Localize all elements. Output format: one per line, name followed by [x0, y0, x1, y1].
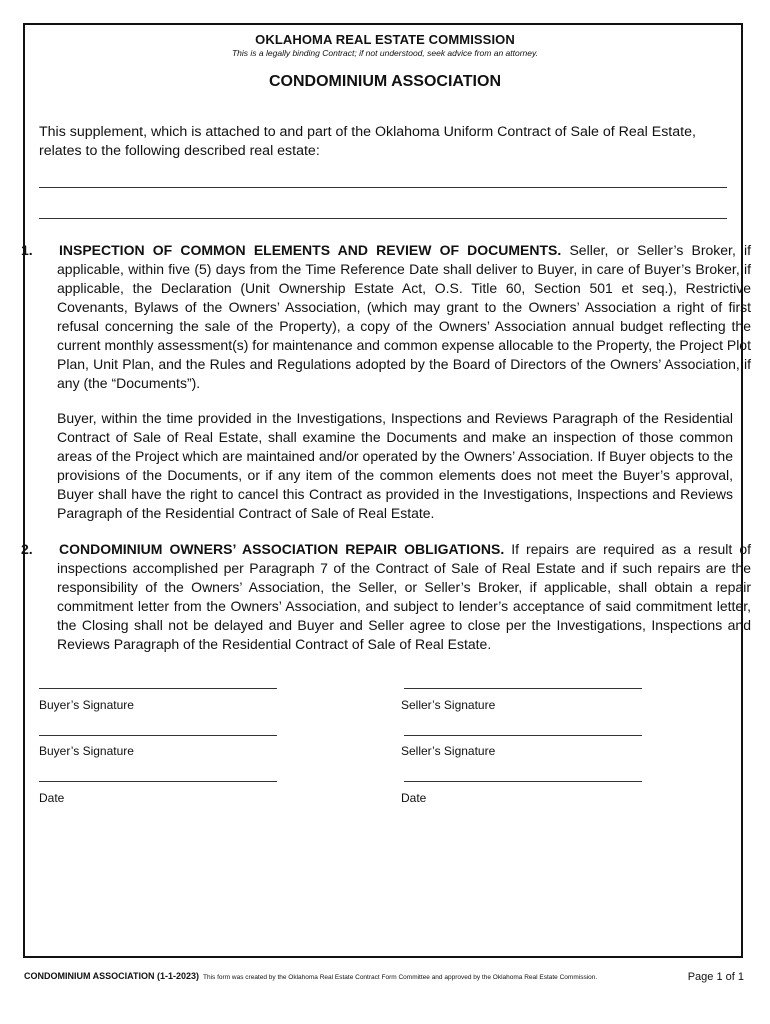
page-number: Page 1 of 1	[687, 971, 744, 983]
page-footer	[24, 971, 744, 981]
property-description-line-1[interactable]	[39, 187, 727, 188]
intro-paragraph: This supplement, which is attached to and part of the Oklahoma Uniform Contract of Sale of Real Estate, relates to the following described real estate:	[39, 124, 696, 159]
section-1-paragraph-2: Buyer, within the time provided in the Investigations, Inspections and Reviews Paragraph of the Residential Contract of Sale of Real Estate, shall examine the Documents and make an inspection of those common areas of the Project which are maintained and/or operated by the Owners’ Association. If Buyer objects to the provisions of the Documents, or if any item of the common elements does not meet the Buyer’s approval, Buyer shall have the right to cancel this Contract as provided in the Investigations, Inspections and Reviews Paragraph of the Residential Contract of Sale of Real Estate.	[57, 410, 733, 521]
footer-form-name: CONDOMINIUM ASSOCIATION (1-1-2023)	[24, 971, 200, 981]
section-1	[21, 241, 751, 393]
buyer-signature-label-2: Buyer’s Signature	[39, 744, 134, 758]
buyer-signature-label-1: Buyer’s Signature	[39, 698, 134, 712]
seller-signature-label-1: Seller’s Signature	[401, 698, 496, 712]
date-line-right[interactable]	[404, 781, 642, 782]
buyer-signature-line-2[interactable]	[39, 735, 277, 736]
section-2-body: If repairs are required as a result of inspections accomplished per Paragraph 7 of the Contract of Sale of Real Estate and if such repairs are the responsibility of the Owners’ Association, the Seller, or Seller’s Broker, if applicable, shall obtain a repair commitment letter from the Owners’ Association, and subject to lender’s acceptance of said commitment letter, the Closing shall not be delayed and Buyer and Seller agree to close per the Investigations, Inspections and Reviews Paragraph of the Residential Contract of Sale of Real Estate.	[57, 541, 751, 652]
section-1-heading: INSPECTION OF COMMON ELEMENTS AND REVIEW OF DOCUMENTS.	[59, 242, 562, 258]
date-line-left[interactable]	[39, 781, 277, 782]
property-description-line-2[interactable]	[39, 218, 727, 219]
section-2	[21, 540, 751, 654]
legal-notice: This is a legally binding Contract; if not understood, seek advice from an attorney.	[231, 48, 538, 58]
document-title: CONDOMINIUM ASSOCIATION	[269, 73, 501, 90]
date-label-right: Date	[401, 791, 427, 805]
date-label-left: Date	[39, 791, 65, 805]
section-2-heading: CONDOMINIUM OWNERS’ ASSOCIATION REPAIR OBLIGATIONS.	[59, 541, 505, 557]
section-2-number: 2.	[21, 541, 33, 557]
section-1-number: 1.	[21, 242, 33, 258]
footer-credit: This form was created by the Oklahoma Real Estate Contract Form Committee and approved by the Oklahoma Real Estate Commission.	[203, 974, 598, 981]
seller-signature-label-2: Seller’s Signature	[401, 744, 496, 758]
buyer-signature-line-1[interactable]	[39, 688, 277, 689]
seller-signature-line-1[interactable]	[404, 688, 642, 689]
section-1-body: Seller, or Seller’s Broker, if applicable, within five (5) days from the Time Reference Date shall deliver to Buyer, in care of Buyer’s Broker, if applicable, the Declaration (Unit Ownership Estate Act, O.S. Title 60, Section 501 et seq.), Restrictive Covenants, Bylaws of the Owners’ Association, (which may grant to the Owners’ Association a right of first refusal concerning the sale of the Property), a copy of the Owners’ Association annual budget reflecting the current monthly assessment(s) for maintenance and common expense allocable to the Property, the Project Plot Plan, Unit Plan, and the Rules and Regulations adopted by the Board of Directors of the Owners’ Association, if any (the “Documents”).	[57, 242, 751, 391]
seller-signature-line-2[interactable]	[404, 735, 642, 736]
commission-name: OKLAHOMA REAL ESTATE COMMISSION	[255, 32, 515, 47]
